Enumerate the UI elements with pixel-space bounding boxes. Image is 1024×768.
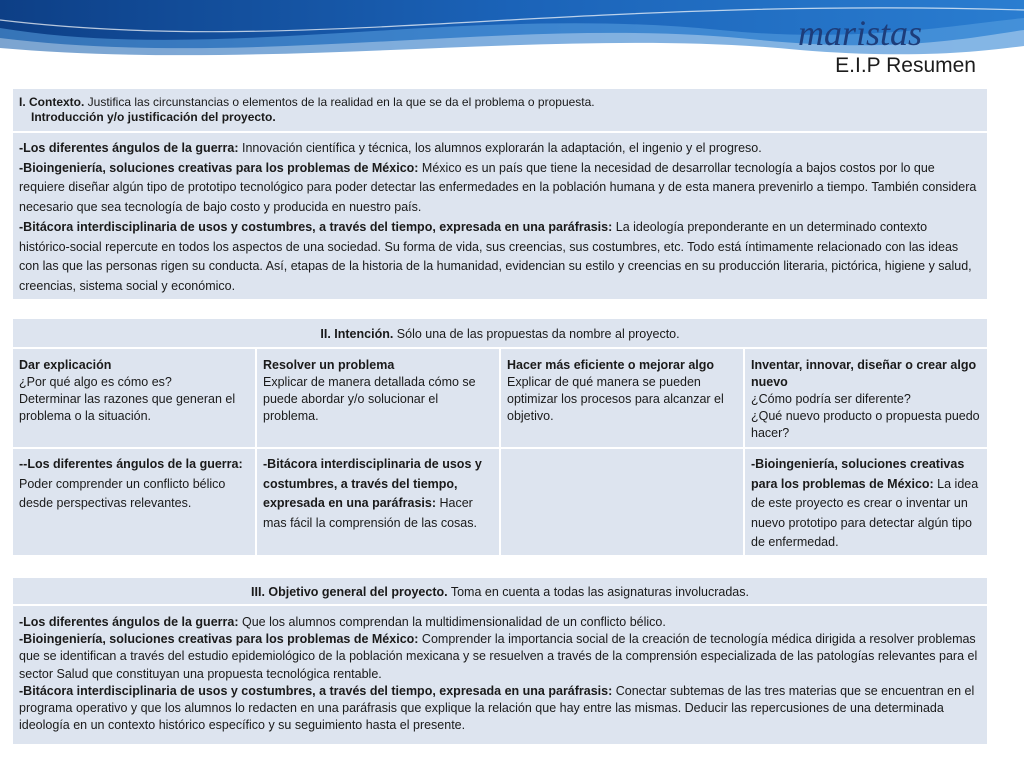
option-title: Inventar, innovar, diseñar o crear algo nuevo bbox=[751, 358, 977, 389]
option-title: Resolver un problema bbox=[263, 358, 395, 372]
objetivo-header bbox=[12, 577, 988, 605]
option-resolver-problema bbox=[256, 348, 500, 448]
contexto-section bbox=[12, 88, 988, 300]
contexto-body bbox=[12, 132, 988, 300]
project-label: --Los diferentes ángulos de la guerra: bbox=[19, 457, 243, 471]
intencion-projects-row bbox=[12, 448, 988, 556]
objetivo-p2-text: Comprender la importancia social de la creación de tecnología médica dirigida a resolver problemas que se identifican a través del estudio epidemiológico de la población mexicana y se resuelven a través de la comprensión especializada de las patologías relevantes para el sector Salud que constituyan una propuesta tecnológica rentable. bbox=[19, 632, 978, 681]
contexto-label: I. Contexto. bbox=[19, 95, 85, 109]
objetivo-p1-text: Que los alumnos comprendan la multidimensionalidad de un conflicto bélico. bbox=[238, 615, 666, 629]
project-bitacora bbox=[256, 448, 500, 556]
project-text: Hacer mas fácil la comprensión de las cosas. bbox=[263, 496, 477, 530]
contexto-p2-text: México es un país que tiene la necesidad de desarrollar tecnología a bajos costos por lo que requiere diseñar algún tipo de prototipo tecnológico para poder detectar las enfermedades en la población humana y de esta manera prevenirlo a tiempo. También considera necesario que sea tecnología de bajo costo y producida en nuestro país. bbox=[19, 160, 977, 215]
option-title: Dar explicación bbox=[19, 358, 112, 372]
header-banner bbox=[0, 0, 1024, 60]
option-line: Explicar de qué manera se pueden optimizar los procesos para alcanzar el objetivo. bbox=[507, 375, 724, 423]
intencion-label: II. Intención. bbox=[320, 327, 394, 341]
option-line: ¿Por qué algo es cómo es? bbox=[19, 375, 172, 389]
page-title: E.I.P Resumen bbox=[835, 54, 976, 77]
option-line: ¿Cómo podría ser diferente? bbox=[751, 392, 911, 406]
intencion-section bbox=[12, 318, 988, 556]
objetivo-section bbox=[12, 577, 988, 745]
contexto-p1-text: Innovación científica y técnica, los alumnos explorarán la adaptación, el ingenio y el progreso. bbox=[238, 141, 762, 155]
project-angulos-guerra bbox=[12, 448, 256, 556]
contexto-p2-label: -Bioingeniería, soluciones creativas para los problemas de México: bbox=[19, 160, 419, 175]
objetivo-p1-label: -Los diferentes ángulos de la guerra: bbox=[19, 615, 239, 629]
intencion-options-row bbox=[12, 348, 988, 448]
option-hacer-eficiente bbox=[500, 348, 744, 448]
objetivo-body bbox=[12, 605, 988, 745]
option-line: Determinar las razones que generan el problema o la situación. bbox=[19, 392, 236, 423]
option-dar-explicacion bbox=[12, 348, 256, 448]
objetivo-p2-label: -Bioingeniería, soluciones creativas para los problemas de México: bbox=[19, 632, 419, 647]
contexto-p1-label: -Los diferentes ángulos de la guerra: bbox=[19, 141, 239, 155]
contexto-p3-text: La ideología preponderante en un determinado contexto histórico-social repercute en todos los aspectos de una sociedad. Su forma de vida, sus creencias, sus costumbres, etc. Todo está íntimamente relacionado con las ideas con las que las personas rigen su conducta. Así, etapas de la historia de la humanidad, evidencian su estilo y creencias en su producción literaria, pictórica, higiene y salud, creencias, sistema social y económico. bbox=[19, 219, 972, 293]
contexto-subtitle: Introducción y/o justificación del proyecto. bbox=[31, 110, 276, 124]
brand-logo: maristas bbox=[798, 13, 923, 53]
project-text: Poder comprender un conflicto bélico desde perspectivas relevantes. bbox=[19, 476, 226, 511]
option-line: ¿Qué nuevo producto o propuesta puedo hacer? bbox=[751, 409, 980, 440]
objetivo-label: III. Objetivo general del proyecto. bbox=[251, 585, 448, 599]
intencion-desc: Sólo una de las propuestas da nombre al proyecto. bbox=[393, 327, 680, 341]
project-empty bbox=[500, 448, 744, 556]
contexto-header bbox=[12, 88, 988, 132]
objetivo-p3-label: -Bitácora interdisciplinaria de usos y costumbres, a través del tiempo, expresada en una paráfrasis: bbox=[19, 683, 613, 698]
objetivo-desc: Toma en cuenta a todas las asignaturas involucradas. bbox=[447, 585, 749, 599]
objetivo-p3-text: Conectar subtemas de las tres materias que se encuentran en el programa operativo y que los alumnos lo redacten en una paráfrasis que explique la relación que hay entre las mismas. Deducir las repercusiones de una determinada ideología en un contexto histórico específico y su seguimiento hasta el presente. bbox=[19, 683, 975, 733]
option-inventar bbox=[744, 348, 988, 448]
intencion-header bbox=[12, 318, 988, 348]
project-bioingenieria bbox=[744, 448, 988, 556]
project-label: -Bitácora interdisciplinaria de usos y costumbres, a través del tiempo, expresada en una paráfrasis: bbox=[263, 457, 482, 511]
banner-graphic bbox=[0, 0, 1024, 60]
option-line: Explicar de manera detallada cómo se puede abordar y/o solucionar el problema. bbox=[263, 375, 476, 423]
option-title: Hacer más eficiente o mejorar algo bbox=[507, 358, 715, 372]
contexto-p3-label: -Bitácora interdisciplinaria de usos y costumbres, a través del tiempo, expresada en una paráfrasis: bbox=[19, 219, 613, 234]
contexto-desc: Justifica las circunstancias o elementos de la realidad en la que se da el problema o propuesta. bbox=[84, 95, 595, 109]
project-label: -Bioingeniería, soluciones creativas para los problemas de México: bbox=[751, 457, 965, 491]
project-text: La idea de este proyecto es crear o inventar un nuevo prototipo para detectar algún tipo de enfermedad. bbox=[751, 476, 979, 550]
